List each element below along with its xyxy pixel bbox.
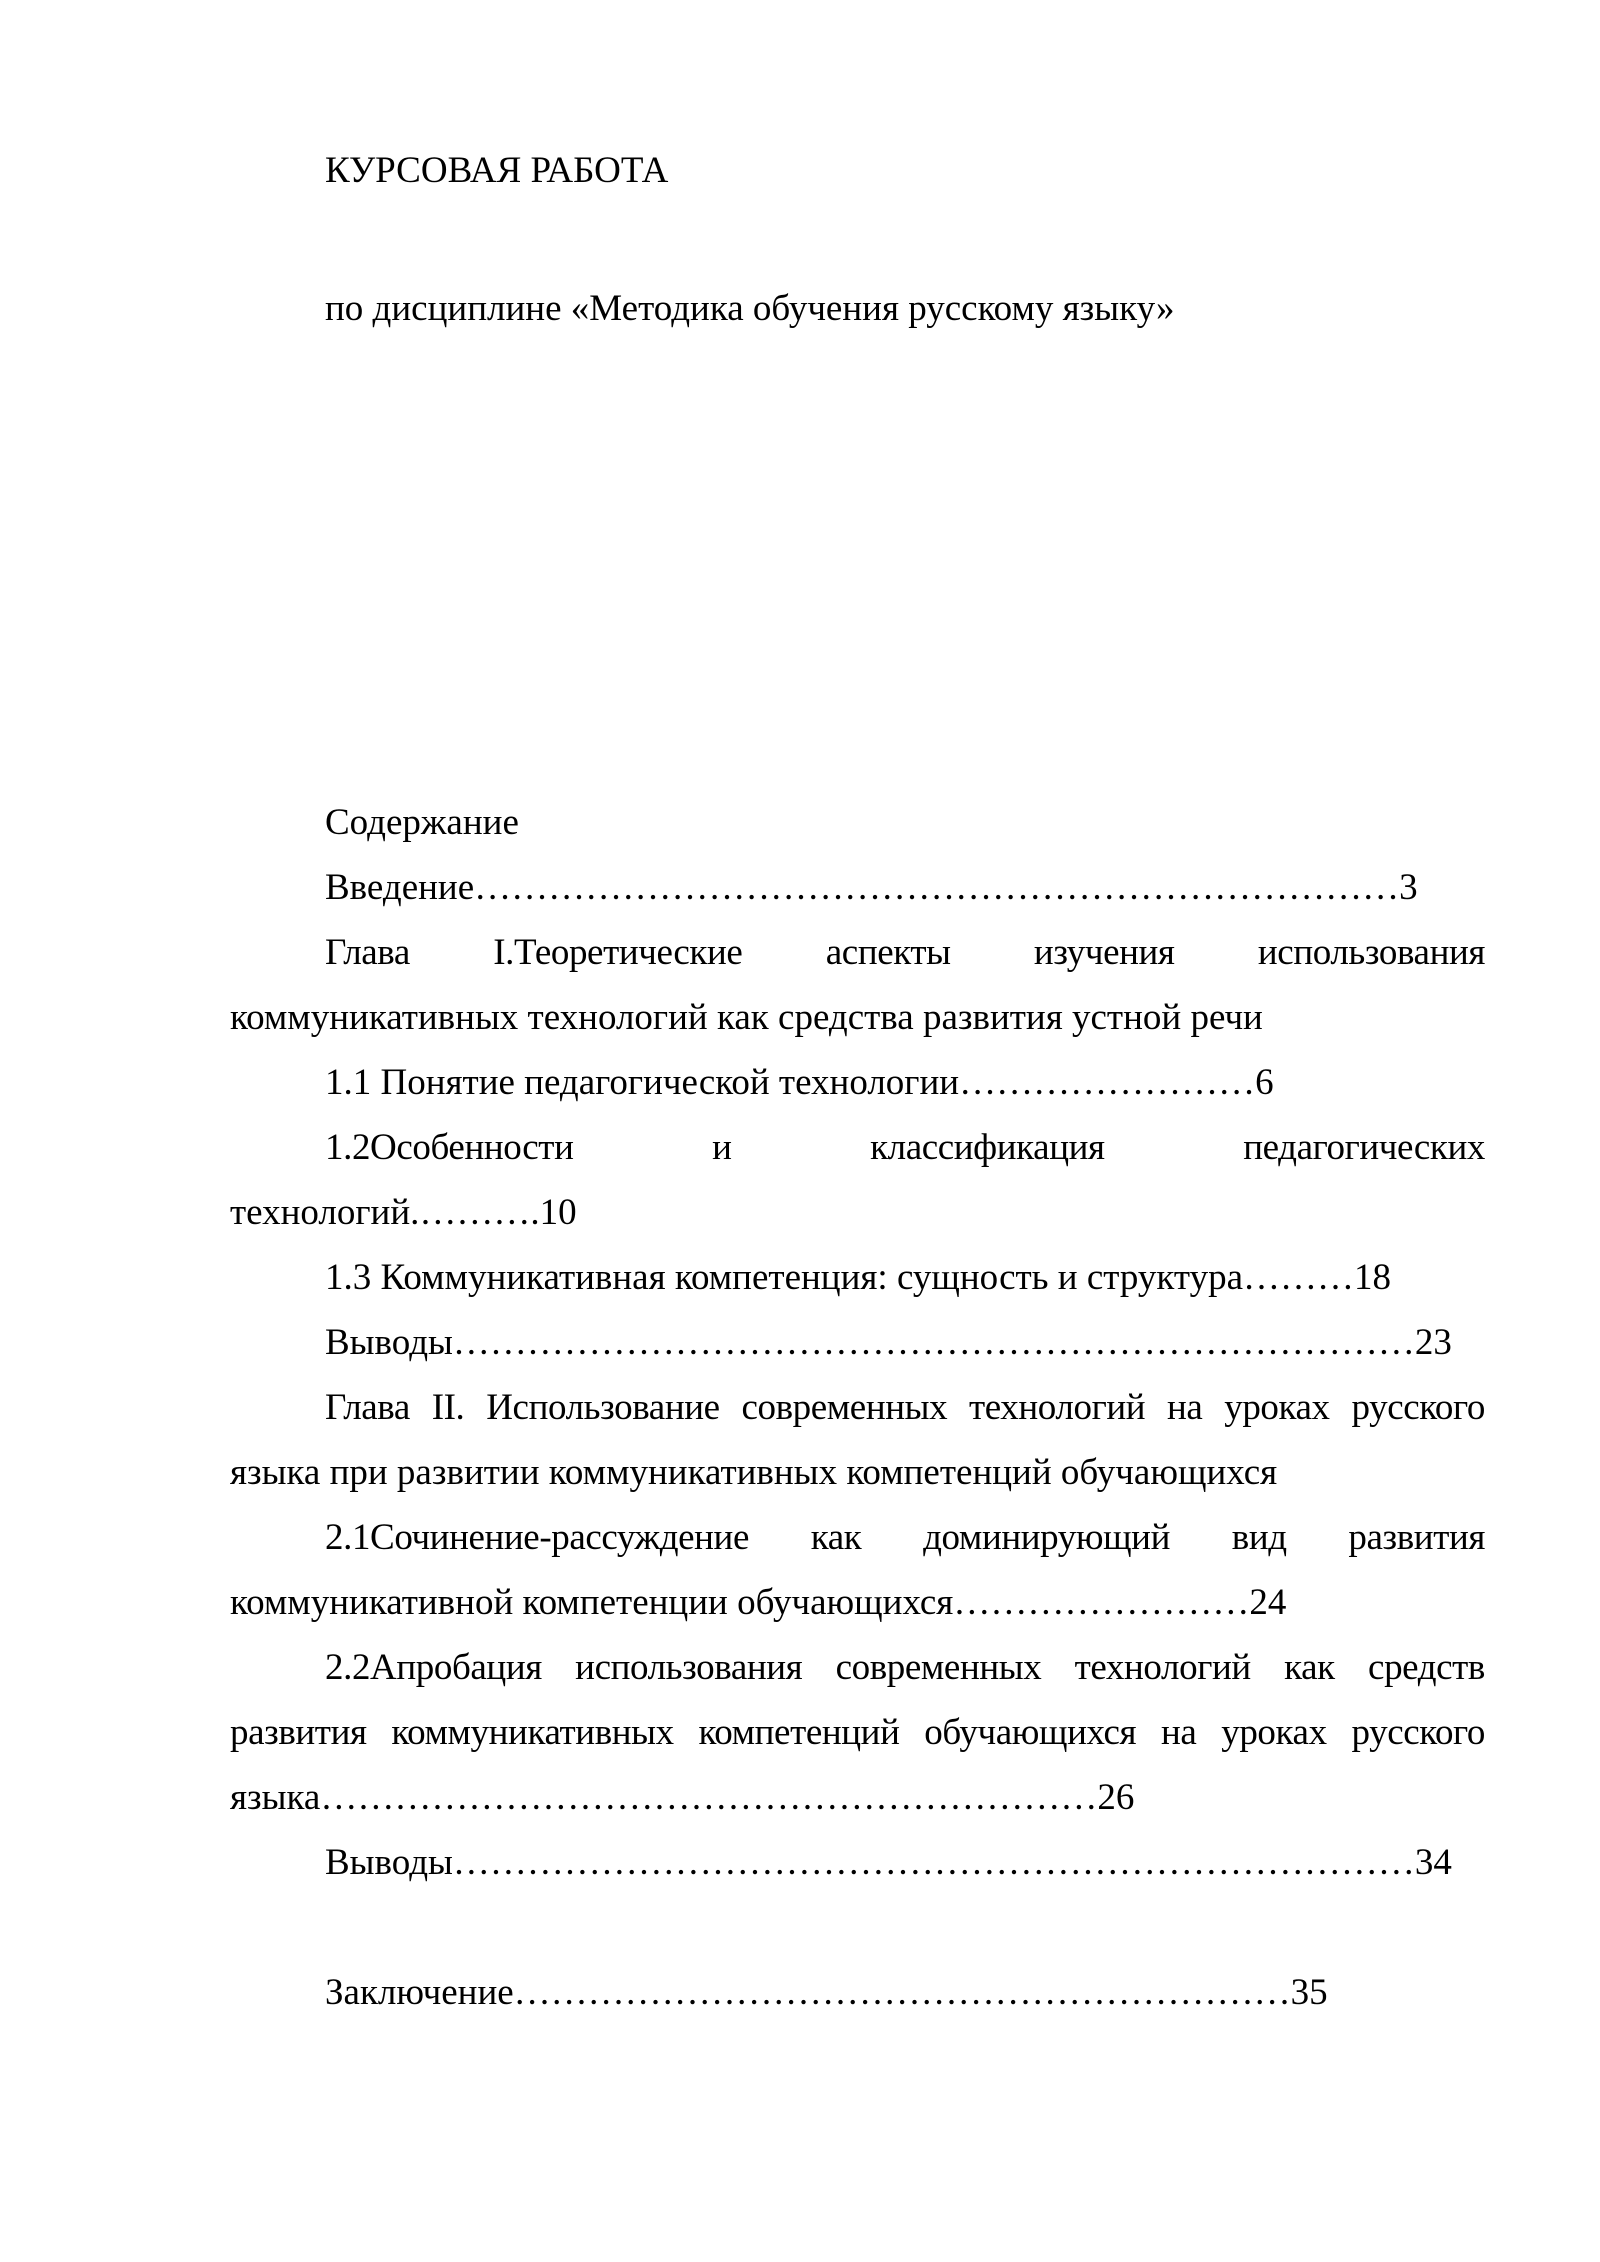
toc-entry-section-2-2-line1: 2.2Апробация использования современных технологий как средств: [325, 1647, 1485, 1688]
toc-entry-section-1-2-line2: технологий.……….10: [230, 1192, 577, 1233]
toc-entry-introduction: Введение…………………………………………………………………3: [325, 867, 1418, 908]
toc-entry-section-2-2-line3: языка………………………………………………………26: [230, 1777, 1135, 1818]
toc-heading: Содержание: [325, 802, 519, 843]
page-subtitle: по дисциплине «Методика обучения русскому языку»: [325, 288, 1175, 329]
toc-entry-chapter2-conclusions: Выводы……………………………………………………………………34: [325, 1842, 1452, 1883]
toc-entry-section-1-1: 1.1 Понятие педагогической технологии……………………6: [325, 1062, 1274, 1103]
toc-entry-conclusion: Заключение………………………………………………………35: [325, 1972, 1328, 2013]
toc-entry-chapter2-title-line2: языка при развитии коммуникативных компетенций обучающихся: [230, 1452, 1278, 1493]
toc-entry-chapter1-conclusions: Выводы……………………………………………………………………23: [325, 1322, 1452, 1363]
toc-entry-chapter1-title-line1: Глава I.Теоретические аспекты изучения использования: [325, 932, 1485, 973]
toc-entry-section-2-1-line1: 2.1Сочинение-рассуждение как доминирующий вид развития: [325, 1517, 1485, 1558]
toc-entry-chapter2-title-line1: Глава II. Использование современных технологий на уроках русского: [325, 1387, 1485, 1428]
table-of-contents: [230, 790, 1485, 2025]
toc-entry-section-2-2-line2: развития коммуникативных компетенций обучающихся на уроках русского: [230, 1712, 1485, 1753]
toc-entry-chapter1-title-line2: коммуникативных технологий как средства развития устной речи: [230, 997, 1263, 1038]
toc-entry-section-1-3: 1.3 Коммуникативная компетенция: сущность и структура………18: [325, 1257, 1392, 1298]
toc-spacer-line: [230, 1895, 1485, 1960]
toc-entry-section-1-2-line1: 1.2Особенности и классификация педагогических: [325, 1127, 1485, 1168]
page-title: КУРСОВАЯ РАБОТА: [325, 150, 669, 191]
toc-entry-section-2-1-line2: коммуникативной компетенции обучающихся……………………24: [230, 1582, 1287, 1623]
